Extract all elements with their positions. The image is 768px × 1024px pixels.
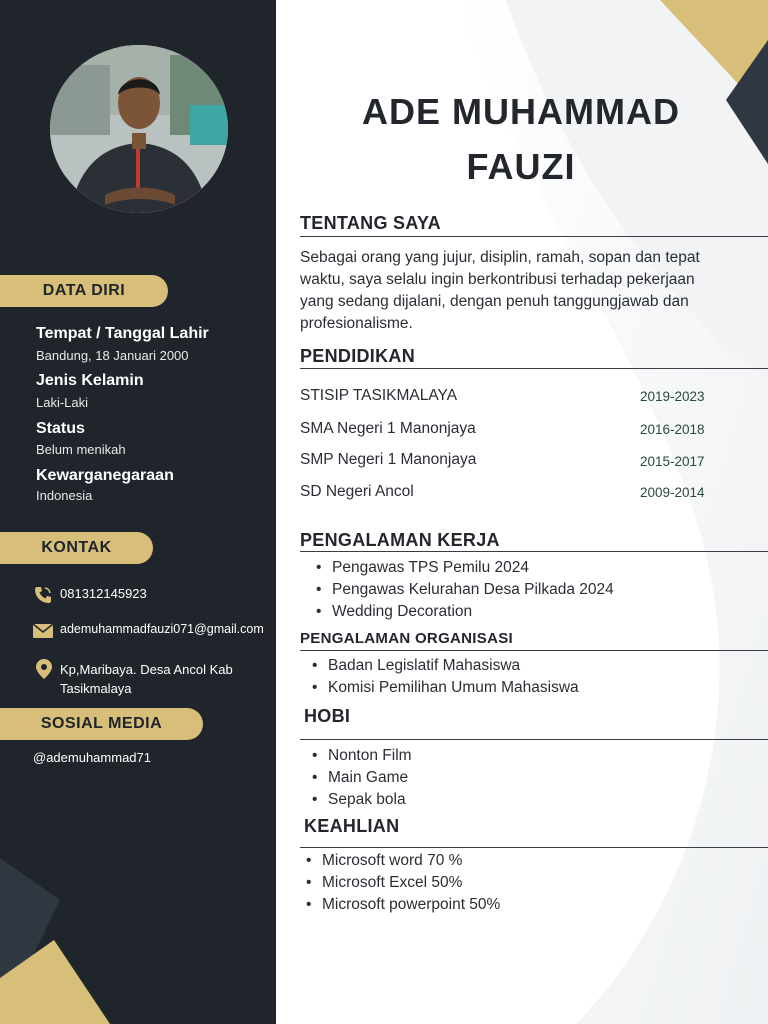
name-line-2: FAUZI [466, 146, 576, 187]
list-item: • Main Game [310, 767, 412, 789]
organization-list [310, 655, 579, 699]
person-photo-icon [50, 45, 228, 213]
citizenship-label: Kewarganegaraan [36, 467, 174, 484]
pengalaman-organisasi-title: PENGALAMAN ORGANISASI [300, 630, 513, 647]
list-item: • Microsoft powerpoint 50% [304, 894, 500, 916]
list-item: • Sepak bola [310, 789, 412, 811]
education-years: 2009-2014 [640, 485, 705, 500]
skills-list [304, 850, 500, 916]
address [60, 660, 233, 698]
name-line-1: ADE MUHAMMAD [362, 91, 680, 132]
social-handle[interactable]: @ademuhammad71 [33, 750, 151, 765]
citizenship-value: Indonesia [36, 488, 93, 503]
hobi-divider [300, 739, 768, 740]
main-content [276, 0, 768, 1024]
data-diri-header [0, 275, 168, 307]
list-item: • Microsoft Excel 50% [304, 872, 500, 894]
education-school: SD Negeri Ancol [300, 483, 414, 500]
list-item: • Pengawas TPS Pemilu 2024 [314, 557, 614, 579]
address-line-1: Kp,Maribaya. Desa Ancol Kab [60, 662, 233, 677]
status-value: Belum menikah [36, 442, 126, 457]
phone-number[interactable]: 081312145923 [60, 586, 147, 601]
phone-icon [33, 585, 53, 605]
tentang-saya-text [300, 247, 755, 335]
birth-label: Tempat / Tanggal Lahir [36, 325, 209, 342]
keahlian-divider [300, 847, 768, 848]
list-item: • Wedding Decoration [314, 601, 614, 623]
list-item: • Pengawas Kelurahan Desa Pilkada 2024 [314, 579, 614, 601]
status-label: Status [36, 420, 85, 437]
address-line-2: Tasikmalaya [60, 681, 132, 696]
profile-photo [50, 45, 228, 213]
page-title [316, 84, 726, 194]
list-item: • Komisi Pemilihan Umum Mahasiswa [310, 677, 579, 699]
hobby-list [310, 745, 412, 811]
education-years: 2016-2018 [640, 422, 705, 437]
pengalaman-kerja-divider [300, 551, 768, 552]
education-years: 2015-2017 [640, 454, 705, 469]
kontak-title: KONTAK [41, 539, 112, 556]
list-item: • Nonton Film [310, 745, 412, 767]
education-years: 2019-2023 [640, 389, 705, 404]
gender-value: Laki-Laki [36, 395, 89, 410]
work-experience-list [314, 557, 614, 623]
gender-label: Jenis Kelamin [36, 372, 144, 389]
sosial-media-header [0, 708, 203, 740]
sidebar [0, 0, 276, 1024]
pengalaman-organisasi-divider [300, 650, 768, 651]
tentang-saya-title: TENTANG SAYA [300, 213, 441, 233]
tentang-saya-divider [300, 236, 768, 237]
education-school: SMA Negeri 1 Manonjaya [300, 420, 476, 437]
about-line: yang sedang dijalani, dengan penuh tanggungjawab dan [300, 293, 689, 310]
about-line: Sebagai orang yang jujur, disiplin, ramah, sopan dan tepat [300, 249, 700, 266]
education-school: STISIP TASIKMALAYA [300, 387, 458, 404]
kontak-header [0, 532, 153, 564]
about-line: waktu, saya selalu ingin berkontribusi terhadap pekerjaan [300, 271, 695, 288]
pengalaman-kerja-title: PENGALAMAN KERJA [300, 530, 500, 550]
list-item: • Microsoft word 70 % [304, 850, 500, 872]
sosial-media-title: SOSIAL MEDIA [40, 715, 163, 732]
hobi-title: HOBI [304, 706, 351, 726]
birth-value: Bandung, 18 Januari 2000 [36, 348, 189, 363]
education-school: SMP Negeri 1 Manonjaya [300, 451, 477, 468]
location-pin-icon [34, 659, 54, 679]
list-item: • Badan Legislatif Mahasiswa [310, 655, 579, 677]
about-line: profesionalisme. [300, 315, 413, 332]
keahlian-title: KEAHLIAN [304, 816, 400, 836]
email-address[interactable]: ademuhammadfauzi071@gmail.com [60, 622, 264, 636]
pendidikan-title: PENDIDIKAN [300, 346, 416, 366]
mail-icon [33, 623, 53, 639]
data-diri-title: DATA DIRI [42, 282, 126, 299]
pendidikan-divider [300, 368, 768, 369]
